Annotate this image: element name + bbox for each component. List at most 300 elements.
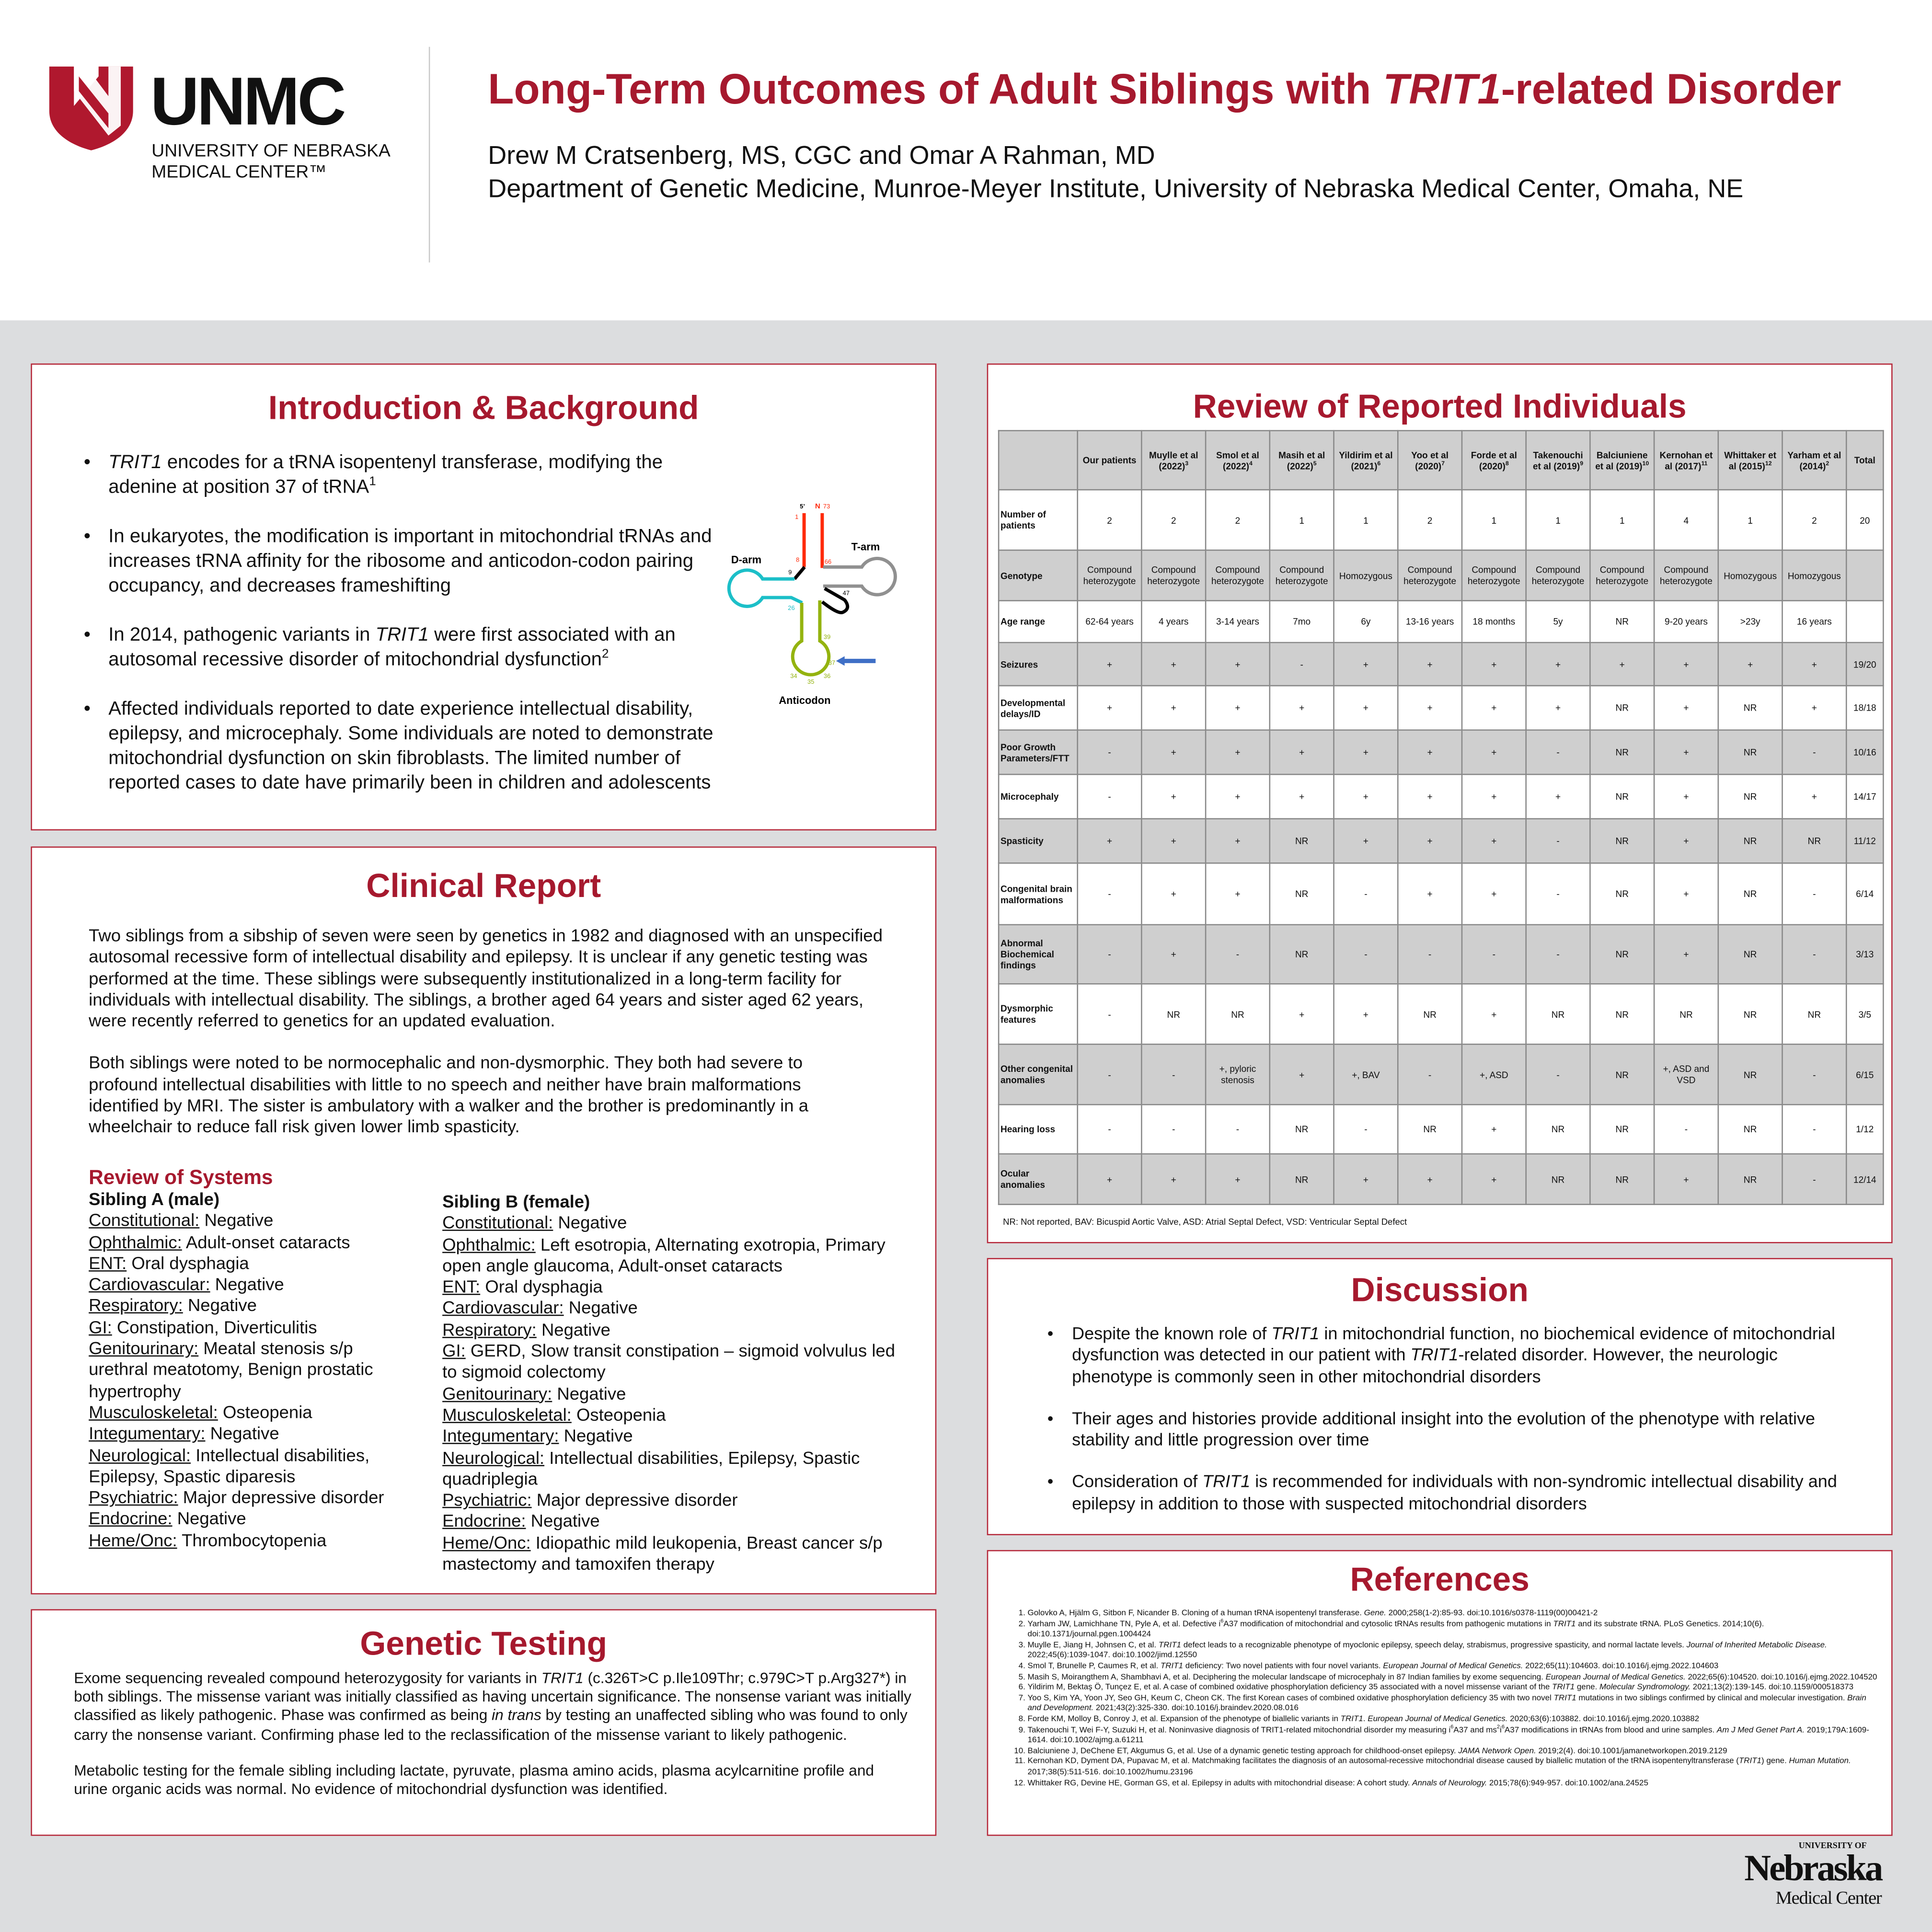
table-cell: NR — [1718, 819, 1782, 863]
table-cell: - — [1334, 863, 1398, 925]
sibling-a-title: Sibling A (male) — [89, 1190, 220, 1210]
t-arm-loop — [823, 558, 896, 595]
text-segment: In 2014, pathogenic variants in — [108, 624, 376, 646]
text-segment: Journal of Inherited Metabolic Disease. — [1686, 1641, 1827, 1650]
table-cell: + — [1206, 819, 1270, 863]
text-segment: Their ages and histories provide additional insight into the evolution of the phenotype with relative stability and little progression over time — [1072, 1408, 1816, 1449]
ros-label: Musculoskeletal: — [89, 1403, 218, 1423]
column-header — [1654, 431, 1718, 490]
table-row — [999, 550, 1883, 600]
ros-item — [442, 1512, 898, 1533]
ros-label: Musculoskeletal: — [442, 1405, 572, 1426]
row-label: Genotype — [999, 550, 1078, 600]
table-cell: NR — [1206, 984, 1270, 1044]
table-cell: - — [1334, 925, 1398, 984]
table-cell: + — [1462, 1104, 1526, 1154]
label-n: N — [815, 502, 820, 510]
text-segment: -related Disorder — [1501, 66, 1841, 114]
intro-bullet — [84, 623, 718, 673]
text-segment: ) gene. — [1761, 1757, 1789, 1766]
table-cell: + — [1590, 643, 1654, 686]
text-segment: A37 and ms — [1453, 1725, 1497, 1735]
review-heading: Review of Reported Individuals — [1193, 388, 1687, 426]
review-table — [998, 430, 1884, 1205]
review-panel — [987, 364, 1893, 1243]
footer-logo-word: Nebraska — [1744, 1848, 1882, 1889]
table-cell: + — [1398, 686, 1462, 730]
reference-item — [1028, 1779, 1880, 1789]
text-segment: Human Mutation. — [1789, 1757, 1851, 1766]
table-cell: 9-20 years — [1654, 601, 1718, 643]
table-cell: 1 — [1270, 490, 1334, 550]
text-segment: In eukaryotes, the modification is important in mitochondrial tRNAs and increases tRNA affinity for the ribosome and anticodon-codon pairing occupancy, and decreases frameshifting — [108, 526, 712, 597]
table-cell: + — [1398, 819, 1462, 863]
table-cell: + — [1462, 643, 1526, 686]
ros-value: Negative — [536, 1320, 610, 1341]
table-cell: 62-64 years — [1078, 601, 1142, 643]
label-9: 9 — [788, 568, 792, 576]
table-cell: NR — [1526, 1104, 1590, 1154]
text-segment: Muylle E, Jiang H, Johnsen C, et al. — [1027, 1641, 1159, 1650]
text-segment: Our patients — [1082, 454, 1137, 466]
label-34: 34 — [790, 672, 797, 680]
table-cell: +, BAV — [1334, 1044, 1398, 1104]
ros-value: Negative — [564, 1299, 638, 1319]
text-segment: 6 — [1501, 1723, 1505, 1729]
reference-item — [1028, 1683, 1880, 1694]
ros-value: Negative — [183, 1297, 257, 1317]
table-row — [999, 819, 1883, 863]
text-segment: 2 — [1496, 1723, 1500, 1729]
header-text — [488, 64, 1892, 206]
table-cell: 2 — [1141, 490, 1206, 550]
text-segment: Affected individuals reported to date experience intellectual disability, epilepsy, and microcephaly. Some individuals are noted to demonstrate mitochondrial dysfunction on skin fibroblasts. The limited number of reported cases to date have primarily been in children and adolescents — [108, 698, 713, 794]
text-segment: 2022;65(6):104520. doi:10.1016/j.ejmg.2022.104520 — [1685, 1672, 1877, 1681]
table-cell: NR — [1590, 1044, 1654, 1104]
intro-bullet — [84, 451, 718, 500]
sibling-a — [89, 1190, 394, 1552]
ros-value: Osteopenia — [218, 1403, 312, 1423]
footer-logo-sub: Medical Center — [1775, 1888, 1882, 1909]
ros-value: Negative — [199, 1211, 274, 1231]
table-cell: + — [1462, 1154, 1526, 1204]
table-cell: - — [1654, 1104, 1718, 1154]
discussion-bullet — [1047, 1408, 1861, 1451]
references-heading: References — [1350, 1561, 1530, 1598]
intro-panel — [31, 364, 936, 831]
text-segment: A37 modification of mitochondrial and cytosolic tRNAs results from pathogenic mutations in — [1223, 1620, 1553, 1629]
table-cell: NR — [1718, 686, 1782, 730]
text-segment: 5 — [1313, 460, 1317, 467]
table-cell: + — [1206, 1154, 1270, 1204]
text-segment: 6 — [1377, 460, 1381, 467]
table-cell: 7mo — [1270, 601, 1334, 643]
logo-sub-line1: UNIVERSITY OF NEBRASKA — [151, 141, 391, 161]
table-cell: + — [1462, 863, 1526, 925]
text-segment: JAMA Network Open. — [1458, 1747, 1536, 1756]
table-cell: + — [1270, 730, 1334, 775]
text-segment: Forde et al (2020) — [1471, 449, 1517, 472]
table-cell: - — [1782, 1044, 1847, 1104]
nebraska-medical-center-logo — [1731, 1841, 1884, 1910]
table-row — [999, 984, 1883, 1044]
ros-item — [89, 1297, 394, 1318]
reference-item — [1028, 1609, 1880, 1620]
text-segment: European Journal of Medical Genetics. — [1383, 1662, 1523, 1671]
table-cell: 18/18 — [1846, 686, 1883, 730]
table-cell: - — [1782, 863, 1847, 925]
text-segment: TRIT1 — [1340, 1715, 1363, 1724]
table-cell: - — [1078, 1044, 1142, 1104]
table-row — [999, 730, 1883, 775]
table-cell: NR — [1590, 730, 1654, 775]
table-cell: + — [1206, 774, 1270, 819]
table-cell: - — [1782, 1154, 1847, 1204]
label-39: 39 — [823, 633, 831, 641]
table-cell: NR — [1718, 984, 1782, 1044]
ros-label: Endocrine: — [442, 1512, 526, 1532]
column-header — [1141, 431, 1206, 490]
ros-item — [442, 1235, 898, 1278]
table-cell: NR — [1270, 1154, 1334, 1204]
reference-item — [1028, 1747, 1880, 1758]
table-cell: +, ASD — [1462, 1044, 1526, 1104]
table-cell: NR — [1270, 1104, 1334, 1154]
table-cell: NR — [1590, 1154, 1654, 1204]
table-row — [999, 686, 1883, 730]
ros-label: Cardiovascular: — [442, 1299, 564, 1319]
table-cell: + — [1141, 1154, 1206, 1204]
row-label: Microcephaly — [999, 774, 1078, 819]
table-cell: NR — [1782, 819, 1847, 863]
table-cell: - — [1078, 925, 1142, 984]
text-segment: Whittaker RG, Devine HE, Gorman GS, et al. Epilepsy in adults with mitochondrial disease: A cohort study. — [1027, 1778, 1413, 1787]
table-cell: NR — [1526, 1154, 1590, 1204]
ros-item — [442, 1491, 898, 1512]
intro-bullet — [84, 697, 749, 796]
table-cell: + — [1334, 819, 1398, 863]
ros-item — [442, 1321, 898, 1342]
label-anticodon: Anticodon — [779, 694, 831, 706]
table-cell: + — [1782, 774, 1847, 819]
table-row — [999, 774, 1883, 819]
clinical-heading: Clinical Report — [366, 867, 601, 905]
text-segment: Metabolic testing for the female sibling including lactate, pyruvate, plasma amino acids, plasma acylcarnitine profile and urine organic acids was normal. No evidence of mitochondrial dysfunction was identified. — [74, 1761, 874, 1798]
discussion-panel — [987, 1258, 1893, 1535]
text-segment: 6 — [1220, 1617, 1224, 1623]
table-cell: Compound heterozygote — [1270, 550, 1334, 600]
text-segment: 2019;179A:1609-1614. doi:10.1002/ajmg.a.61211 — [1027, 1725, 1869, 1745]
text-segment: TRIT1 — [1160, 1662, 1184, 1671]
table-cell: NR — [1718, 1104, 1782, 1154]
table-cell: NR — [1718, 925, 1782, 984]
table-cell: >23y — [1718, 601, 1782, 643]
text-segment: 11 — [1701, 460, 1708, 467]
table-cell: - — [1270, 643, 1334, 686]
table-cell: - — [1078, 774, 1142, 819]
column-header — [1718, 431, 1782, 490]
table-cell: + — [1078, 643, 1142, 686]
ros-value: Negative — [553, 1214, 627, 1234]
table-cell: Compound heterozygote — [1141, 550, 1206, 600]
table-row — [999, 925, 1883, 984]
text-segment: TRIT1 — [1553, 1694, 1576, 1703]
table-cell: - — [1526, 819, 1590, 863]
table-cell: - — [1526, 925, 1590, 984]
text-segment: Yildirim M, Bektaş Ö, Tunçez E, et al. A case of combined oxidative phosphorylation deficiency 35 associated with a novel missense variant of the — [1027, 1683, 1552, 1692]
text-segment: defect leads to a recognizable phenotype of myoclonic epilepsy, speech delay, strabismus, progressive spasticity, and normal lactate levels. — [1181, 1641, 1687, 1650]
text-segment: Yoo S, Kim YA, Yoon JY, Seo GH, Keum C, Cheon CK. The first Korean cases of combined oxidative phosphorylation deficiency 35 with two novel — [1027, 1694, 1554, 1703]
text-segment: TRIT1 — [1553, 1620, 1576, 1629]
ros-item — [442, 1534, 898, 1576]
ros-item — [89, 1233, 394, 1254]
table-cell: NR — [1526, 984, 1590, 1044]
text-segment: TRIT1 — [1552, 1683, 1575, 1692]
table-cell: - — [1141, 1044, 1206, 1104]
table-cell: + — [1462, 774, 1526, 819]
table-cell: + — [1334, 686, 1398, 730]
table-row — [999, 863, 1883, 925]
table-cell: - — [1206, 925, 1270, 984]
table-cell: + — [1270, 1044, 1334, 1104]
ros-item — [442, 1214, 898, 1235]
table-cell: NR — [1654, 984, 1718, 1044]
column-header — [1334, 431, 1398, 490]
discussion-bullet — [1047, 1323, 1861, 1387]
text-segment: Despite the known role of — [1072, 1323, 1272, 1343]
ros-value: Intellectual disabilities, Epilepsy, Spastic diparesis — [89, 1446, 370, 1487]
label-47: 47 — [842, 589, 850, 597]
table-cell: 1 — [1718, 490, 1782, 550]
ros-label: Constitutional: — [89, 1211, 200, 1231]
table-cell: NR — [1590, 601, 1654, 643]
ros-item — [89, 1403, 394, 1425]
table-cell: + — [1654, 730, 1718, 775]
sibling-b — [442, 1193, 898, 1576]
table-cell: - — [1334, 1104, 1398, 1154]
ros-item — [442, 1449, 898, 1491]
label-5prime: 5’ — [800, 502, 805, 510]
text-segment: were first associated with an autosomal recessive disorder of mitochondrial dysfunction — [108, 624, 676, 670]
text-segment: Annals of Neurology. — [1412, 1778, 1487, 1787]
table-cell: 13-16 years — [1398, 601, 1462, 643]
table-cell: 1 — [1462, 490, 1526, 550]
ros-value: Negative — [172, 1510, 246, 1530]
table-cell: - — [1526, 863, 1590, 925]
label-37: 37 — [828, 659, 836, 667]
ros-value: Negative — [559, 1427, 633, 1447]
text-segment: TRIT1 — [1158, 1641, 1182, 1650]
table-cell: 6y — [1334, 601, 1398, 643]
table-cell: 12/14 — [1846, 1154, 1883, 1204]
table-cell: 1 — [1590, 490, 1654, 550]
discussion-bullet — [1047, 1472, 1861, 1514]
ros-label: Genitourinary: — [442, 1384, 552, 1404]
genetic-paragraph-1 — [74, 1669, 912, 1744]
table-cell: + — [1334, 984, 1398, 1044]
clinical-paragraph-1: Two siblings from a sibship of seven were seen by genetics in 1982 and diagnosed with an unspecified autosomal recessive form of intellectual disability and epilepsy. It is unclear if any genetic testing was performed at the time. These siblings were subsequently institutionalized in a long-term facility for individuals with intellectual disability. The siblings, a brother aged 64 years and sister aged 62 years, were recently referred to genetics for an updated evaluation. — [89, 926, 883, 1032]
intro-bullet — [84, 525, 718, 598]
table-cell: + — [1462, 984, 1526, 1044]
text-segment: Takenouchi T, Wei F-Y, Suzuki H, et al. Noninvasive diagnosis of TRIT1-related mitochondrial disorder my measuring i — [1027, 1725, 1451, 1735]
table-cell: + — [1141, 863, 1206, 925]
table-cell: - — [1078, 730, 1142, 775]
table-cell: + — [1206, 643, 1270, 686]
table-cell: + — [1141, 819, 1206, 863]
label-73: 73 — [823, 502, 830, 510]
text-segment: TRIT1 — [1738, 1757, 1762, 1766]
text-segment: 2000;258(1-2):85-93. doi:10.1016/s0378-1119(00)00421-2 — [1386, 1609, 1598, 1618]
poster-title — [488, 64, 1892, 117]
ros-item — [442, 1278, 898, 1299]
text-segment: 2015;78(6):949-957. doi:10.1002/ana.24525 — [1487, 1778, 1648, 1787]
sibling-a-list — [89, 1211, 394, 1552]
table-cell: NR — [1718, 863, 1782, 925]
table-cell: + — [1462, 730, 1526, 775]
table-cell: + — [1141, 774, 1206, 819]
table-cell: + — [1718, 643, 1782, 686]
row-label: Seizures — [999, 643, 1078, 686]
ros-label: Respiratory: — [89, 1297, 183, 1317]
table-cell: Homozygous — [1334, 550, 1398, 600]
discussion-bullets — [1047, 1323, 1861, 1515]
table-cell: NR — [1718, 1044, 1782, 1104]
table-row — [999, 1154, 1883, 1204]
ros-value: Idiopathic mild leukopenia, Breast cancer s/p mastectomy and tamoxifen therapy — [442, 1533, 883, 1575]
table-cell: + — [1398, 863, 1462, 925]
authors-block — [488, 139, 1892, 206]
text-segment: Balciuniene et al (2019) — [1595, 449, 1648, 472]
ros-label: Heme/Onc: — [89, 1531, 177, 1551]
ros-item — [442, 1406, 898, 1427]
text-segment: Brain and Development. — [1027, 1694, 1866, 1714]
table-cell: NR — [1270, 819, 1334, 863]
discussion-heading: Discussion — [1351, 1271, 1529, 1309]
table-cell: + — [1078, 686, 1142, 730]
text-segment: TRIT1 — [1383, 66, 1501, 114]
ros-label: Psychiatric: — [442, 1491, 532, 1511]
table-cell: Compound heterozygote — [1462, 550, 1526, 600]
table-cell: + — [1270, 686, 1334, 730]
table-cell: NR — [1398, 984, 1462, 1044]
text-segment: Smol T, Brunelle P, Caumes R, et al. — [1027, 1662, 1161, 1671]
references-panel — [987, 1550, 1893, 1836]
text-segment: in trans — [492, 1707, 541, 1725]
column-header — [1398, 431, 1462, 490]
ros-label: Neurological: — [442, 1448, 545, 1468]
ros-item — [89, 1489, 394, 1510]
text-segment: TRIT1 — [1410, 1345, 1459, 1365]
table-cell: 2 — [1398, 490, 1462, 550]
table-cell: + — [1334, 1154, 1398, 1204]
header-corner — [999, 431, 1078, 490]
ros-item — [89, 1446, 394, 1489]
table-cell: + — [1526, 774, 1590, 819]
text-segment: deficiency: Two novel patients with four novel variants. — [1183, 1662, 1383, 1671]
label-8: 8 — [796, 556, 800, 564]
text-segment: 2022;45(6):1039-1047. doi:10.1002/jimd.12550 — [1027, 1651, 1197, 1660]
table-cell: +, ASD and VSD — [1654, 1044, 1718, 1104]
ros-item — [442, 1427, 898, 1448]
text-segment: i — [1500, 1725, 1502, 1735]
table-cell: 16 years — [1782, 601, 1847, 643]
footer-logo-top: UNIVERSITY OF — [1798, 1840, 1867, 1851]
text-segment: Gene. — [1364, 1609, 1386, 1618]
table-cell: NR — [1590, 774, 1654, 819]
table-cell: 11/12 — [1846, 819, 1883, 863]
table-cell: 4 — [1654, 490, 1718, 550]
references-list — [1005, 1609, 1880, 1789]
ros-value: Osteopenia — [571, 1405, 666, 1426]
table-cell: Compound heterozygote — [1206, 550, 1270, 600]
text-segment: Am J Med Genet Part A. — [1716, 1725, 1805, 1735]
table-cell: + — [1141, 730, 1206, 775]
table-row — [999, 490, 1883, 550]
text-segment: mutations in two siblings confirmed by clinical and molecular investigation. — [1576, 1694, 1848, 1703]
ros-value: Meatal stenosis s/p urethral meatotomy, Benign prostatic hypertrophy — [89, 1339, 373, 1402]
text-segment: 2021;13(2):139-145. doi:10.1159/000518373 — [1690, 1683, 1854, 1692]
ros-heading: Review of Systems — [89, 1167, 273, 1189]
header-divider — [429, 47, 430, 263]
text-segment: Kernohan et al (2017) — [1659, 449, 1713, 472]
table-cell: + — [1270, 774, 1334, 819]
table-cell: NR — [1590, 984, 1654, 1044]
text-segment: Golovko A, Hjälm G, Sitbon F, Nicander B. Cloning of a human tRNA isopentenyl transferase. — [1027, 1609, 1364, 1618]
table-cell: 6/14 — [1846, 863, 1883, 925]
reference-item — [1028, 1725, 1880, 1747]
table-cell: - — [1078, 984, 1142, 1044]
table-cell: - — [1078, 863, 1142, 925]
table-cell: + — [1334, 643, 1398, 686]
text-segment: Yarham JW, Lamichhane TN, Pyle A, et al. Defective i — [1027, 1620, 1221, 1629]
text-segment: European Journal of Medical Genetics. — [1368, 1715, 1508, 1724]
row-label: Hearing loss — [999, 1104, 1078, 1154]
row-label: Ocular anomalies — [999, 1154, 1078, 1204]
clinical-panel — [31, 847, 936, 1595]
linker-9 — [794, 567, 805, 579]
text-segment: Exome sequencing revealed compound heterozygosity for variants in — [74, 1669, 541, 1687]
table-cell: - — [1526, 1044, 1590, 1104]
table-cell: + — [1654, 1154, 1718, 1204]
text-segment: 7 — [1441, 460, 1445, 467]
table-cell: - — [1141, 1104, 1206, 1154]
ros-label: Ophthalmic: — [89, 1232, 182, 1253]
table-cell: 2 — [1782, 490, 1847, 550]
ros-label: Integumentary: — [89, 1425, 206, 1445]
ros-label: ENT: — [442, 1278, 481, 1298]
ros-label: Ophthalmic: — [442, 1235, 536, 1255]
table-footnote: NR: Not reported, BAV: Bicuspid Aortic Valve, ASD: Atrial Septal Defect, VSD: Ventricular Septal Defect — [1003, 1216, 1407, 1228]
table-cell: + — [1526, 643, 1590, 686]
ros-item — [89, 1425, 394, 1446]
text-segment: Forde KM, Molloy B, Conroy J, et al. Expansion of the phenotype of biallelic variants in — [1027, 1715, 1341, 1724]
ros-value: Thrombocytopenia — [177, 1531, 327, 1551]
table-cell: + — [1782, 686, 1847, 730]
ros-label: Psychiatric: — [89, 1488, 178, 1508]
text-segment: 10 — [1642, 460, 1649, 467]
table-cell: NR — [1590, 863, 1654, 925]
row-label: Developmental delays/ID — [999, 686, 1078, 730]
table-cell: + — [1398, 1154, 1462, 1204]
ros-label: Genitourinary: — [89, 1339, 199, 1359]
text-segment: 2020;63(6):103882. doi:10.1016/j.ejmg.2020.103882 — [1507, 1715, 1700, 1724]
text-segment: Total — [1854, 454, 1875, 466]
text-segment: Molecular Syndromology. — [1599, 1683, 1691, 1692]
text-segment: by testing an unaffected sibling who was found to only carry the nonsense variant. Confirming phase led to the reclassification of the missense variant to likely pathogenic. — [74, 1707, 908, 1743]
text-segment: 12 — [1765, 460, 1772, 467]
table-cell: 4 years — [1141, 601, 1206, 643]
genetic-panel — [31, 1609, 936, 1836]
